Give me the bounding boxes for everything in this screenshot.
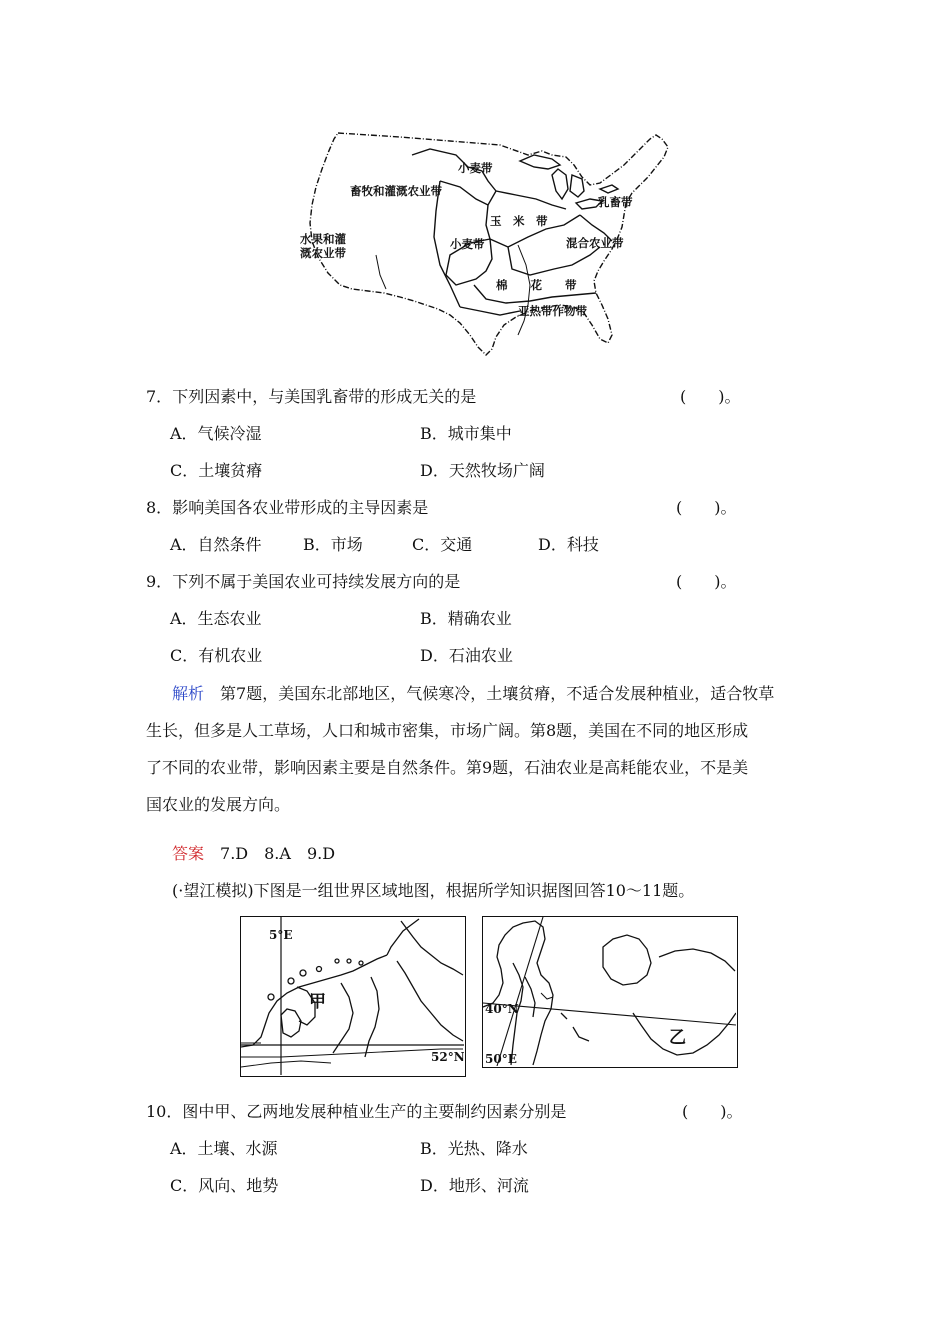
analysis-line-3: 了不同的农业带，影响因素主要是自然条件。第9题，石油农业是高耗能农业，不是美 (146, 758, 749, 777)
map-right-region-label: 乙 (669, 1028, 686, 1048)
option-b: B．市场 (303, 535, 363, 554)
map-left (240, 916, 466, 1077)
answer-bracket: ( )。 (680, 387, 741, 406)
map-label-mixed: 混合农业带 (566, 236, 624, 250)
map-left-region-label: 甲 (309, 992, 326, 1012)
question-10 (146, 1099, 566, 1122)
map-left-lon-label: 5°E (269, 928, 293, 942)
question-9 (146, 569, 460, 592)
analysis-text: 第7题，美国东北部地区，气候寒冷，土壤贫瘠，不适合发展种植业，适合牧草 (220, 684, 775, 703)
map-label-fruit-2: 溉农业带 (300, 246, 346, 260)
option-a: A．自然条件 (170, 535, 262, 554)
map-right-lat-label: 40°N (485, 1002, 519, 1016)
answer-label: 答案 (172, 844, 205, 863)
map-label-fruit-1: 水果和灌 (300, 232, 346, 246)
question-number: 9． (146, 572, 173, 591)
question-number: 10． (146, 1102, 183, 1121)
map-label-cotton: 棉 花 带 (496, 278, 577, 292)
answer-bracket: ( )。 (676, 498, 737, 517)
map-label-dairy: 乳畜带 (598, 195, 633, 209)
analysis-line-1 (172, 681, 774, 704)
map-label-livestock-irrigation: 畜牧和灌溉农业带 (350, 184, 442, 198)
question-text: 影响美国各农业带形成的主导因素是 (172, 498, 429, 517)
option-c: C．有机农业 (170, 646, 263, 665)
answer-bracket: ( )。 (676, 572, 737, 591)
map-right-lon-label: 50°E (485, 1052, 517, 1066)
map-label-wheat-north: 小麦带 (458, 161, 493, 175)
answer-bracket: ( )。 (682, 1102, 743, 1121)
question-number: 7． (146, 387, 173, 406)
question-7 (146, 384, 476, 407)
option-c: C．土壤贫瘠 (170, 461, 263, 480)
intro-text: (·望江模拟)下图是一组世界区域地图，根据所学知识据图回答10～11题。 (172, 881, 695, 900)
option-a: A．土壤、水源 (170, 1139, 278, 1158)
answer-text: 7.D 8.A 9.D (220, 844, 336, 863)
option-a: A．气候冷湿 (170, 424, 262, 443)
question-text: 下列不属于美国农业可持续发展方向的是 (172, 572, 461, 591)
analysis-line-2: 生长，但多是人工草场，人口和城市密集，市场广阔。第8题，美国在不同的地区形成 (146, 721, 749, 740)
map-right (482, 916, 738, 1068)
option-c: C．交通 (412, 535, 473, 554)
option-b: B．城市集中 (420, 424, 512, 443)
answer-line (172, 841, 335, 864)
option-a: A．生态农业 (170, 609, 262, 628)
option-c: C．风向、地势 (170, 1176, 279, 1195)
map-label-corn: 玉 米 带 (490, 214, 548, 228)
question-number: 8． (146, 498, 173, 517)
map-label-wheat-south: 小麦带 (450, 237, 485, 251)
option-d: D．天然牧场广阔 (420, 461, 545, 480)
map-label-subtropical: 亚热带作物带 (518, 304, 587, 318)
analysis-label: 解析 (172, 684, 205, 703)
question-8 (146, 495, 428, 518)
option-b: B．精确农业 (420, 609, 512, 628)
map-left-lat-label: 52°N (431, 1050, 464, 1064)
option-d: D．石油农业 (420, 646, 513, 665)
option-b: B．光热、降水 (420, 1139, 528, 1158)
usa-agriculture-map (290, 125, 690, 357)
map-left-drawing (241, 917, 464, 1075)
analysis-line-4: 国农业的发展方向。 (146, 795, 291, 814)
map-right-drawing (483, 917, 736, 1066)
question-text: 图中甲、乙两地发展种植业生产的主要制约因素分别是 (182, 1102, 567, 1121)
option-d: D．科技 (538, 535, 599, 554)
question-text: 下列因素中，与美国乳畜带的形成无关的是 (172, 387, 477, 406)
option-d: D．地形、河流 (420, 1176, 529, 1195)
